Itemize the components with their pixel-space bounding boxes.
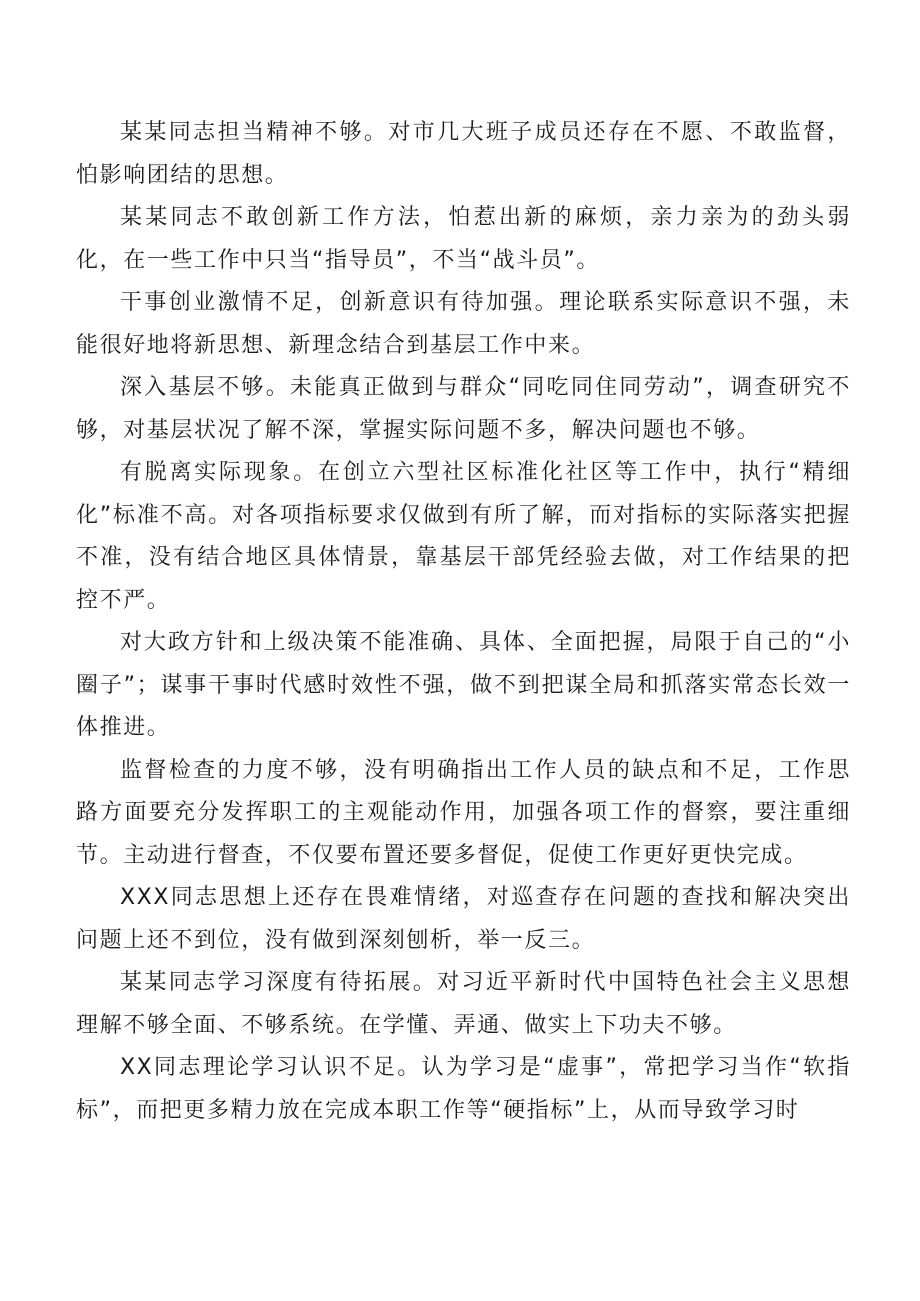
paragraph: 有脱离实际现象。在创立六型社区标准化社区等工作中，执行“精细化”标准不高。对各项指标要求仅做到有所了解，而对指标的实际落实把握不准，没有结合地区具体情景，靠基层干部凭经验去做，对工作结果的把控不严。	[76, 460, 851, 613]
paragraph: XXX同志思想上还存在畏难情绪，对巡查存在问题的查找和解决突出问题上还不到位，没有做到深刻刨析，举一反三。	[76, 885, 851, 953]
paragraph: 某某同志担当精神不够。对市几大班子成员还存在不愿、不敢监督，怕影响团结的思想。	[76, 120, 851, 188]
document-body	[76, 112, 851, 1132]
paragraph: 干事创业激情不足，创新意识有待加强。理论联系实际意识不强，未能很好地将新思想、新理念结合到基层工作中来。	[76, 290, 851, 358]
paragraph: XX同志理论学习认识不足。认为学习是“虚事”，常把学习当作“软指标”，而把更多精力放在完成本职工作等“硬指标”上，从而导致学习时	[76, 1055, 851, 1123]
paragraph: 某某同志不敢创新工作方法，怕惹出新的麻烦，亲力亲为的劲头弱化，在一些工作中只当“指导员”，不当“战斗员”。	[76, 205, 851, 273]
paragraph: 监督检查的力度不够，没有明确指出工作人员的缺点和不足，工作思路方面要充分发挥职工的主观能动作用，加强各项工作的督察，要注重细节。主动进行督查，不仅要布置还要多督促，促使工作更好更快完成。	[76, 757, 851, 868]
paragraph: 对大政方针和上级决策不能准确、具体、全面把握，局限于自己的“小圈子”；谋事干事时代感时效性不强，做不到把谋全局和抓落实常态长效一体推进。	[76, 630, 851, 740]
paragraph: 某某同志学习深度有待拓展。对习近平新时代中国特色社会主义思想理解不够全面、不够系统。在学懂、弄通、做实上下功夫不够。	[76, 970, 851, 1038]
paragraph: 深入基层不够。未能真正做到与群众“同吃同住同劳动”，调查研究不够，对基层状况了解不深，掌握实际问题不多，解决问题也不够。	[76, 375, 851, 443]
